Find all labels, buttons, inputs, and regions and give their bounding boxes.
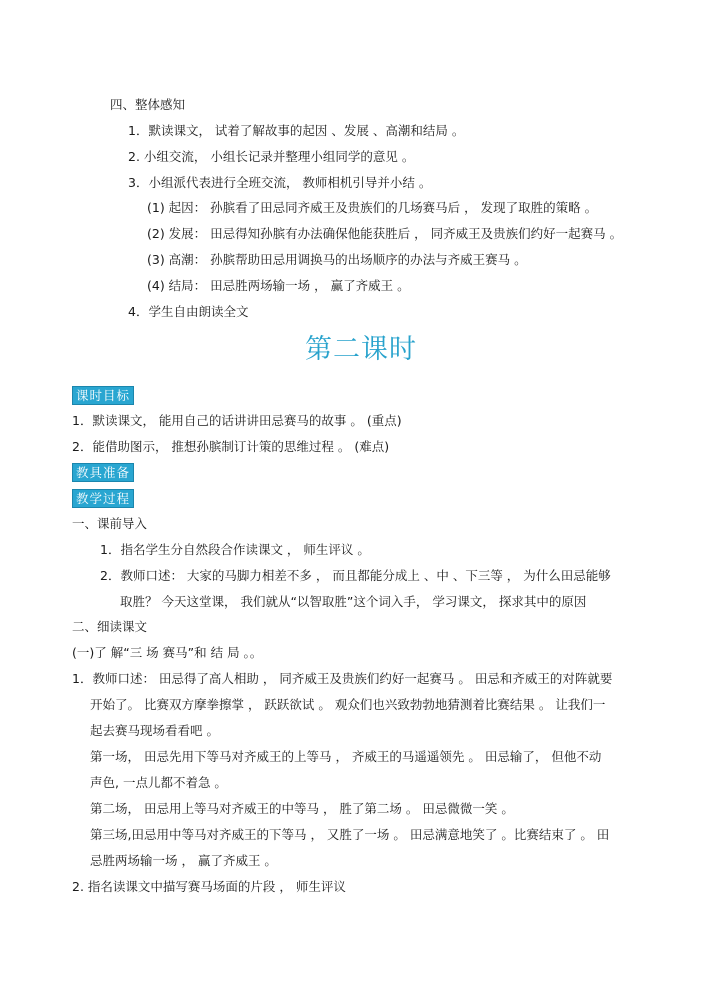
race-one-line-1: 第一场， 田忌先用下等马对齐威王的上等马 ， 齐威王的马遥遥领先 。 田忌输了， 但他不动: [90, 749, 602, 764]
race-one-line-2: 声色, 一点儿都不着急 。: [90, 775, 227, 790]
part-one-heading: 一、课前导入: [72, 516, 148, 531]
summary-development: (2) 发展： 田忌得知孙膑有办法确保他能获胜后 ， 同齐威王及贵族们约好一起赛马 。: [147, 226, 623, 241]
part-two-item-2: 2. 指名读课文中描写赛马场面的片段 ， 师生评议: [72, 879, 346, 894]
part-two-heading: 二、细读课文: [72, 619, 148, 634]
paragraph-1-line-3: 起去赛马现场看看吧 。: [90, 723, 219, 738]
lesson-title: 第二课时: [305, 334, 417, 365]
part-two-subheading: (一)了 解“三 场 赛马”和 结 局 。。: [72, 645, 263, 660]
race-three-line-1: 第三场,田忌用中等马对齐威王的下等马 ， 又胜了一场 。 田忌满意地笑了 。比赛结束了 。 田: [90, 827, 610, 842]
paragraph-1-line-1: 1．教师口述： 田忌得了高人相助 ， 同齐威王及贵族们约好一起赛马 。 田忌和齐威王的对阵就要: [72, 671, 613, 686]
part-one-item-2-line-2: 取胜？ 今天这堂课， 我们就从“以智取胜”这个词入手， 学习课文， 探求其中的原因: [120, 594, 587, 609]
summary-climax: (3) 高潮： 孙膑帮助田忌用调换马的出场顺序的办法与齐威王赛马 。: [147, 252, 527, 267]
section-four-heading: 四、整体感知: [110, 97, 186, 112]
race-three-line-2: 忌胜两场输一场 ， 赢了齐威王 。: [90, 853, 277, 868]
section-four-item-2: 2. 小组交流， 小组长记录并整理小组同学的意见 。: [128, 149, 415, 164]
section-four-item-3: 3．小组派代表进行全班交流， 教师相机引导并小结 。: [128, 175, 432, 190]
part-one-item-2-line-1: 2．教师口述： 大家的马脚力相差不多 ， 而且都能分成上 、中 、下三等 ， 为什么田忌能够: [100, 568, 611, 583]
goal-1: 1．默读课文， 能用自己的话讲讲田忌赛马的故事 。 (重点): [72, 413, 402, 428]
goal-2: 2．能借助图示， 推想孙膑制订计策的思维过程 。 (难点): [72, 439, 390, 454]
badge-teaching-aids: 教具准备: [72, 463, 134, 482]
badge-lesson-goals: 课时目标: [72, 386, 134, 405]
section-four-item-4: 4．学生自由朗读全文: [128, 304, 249, 319]
part-one-item-1: 1．指名学生分自然段合作读课文 ， 师生评议 。: [100, 542, 370, 557]
summary-cause: (1) 起因： 孙膑看了田忌同齐威王及贵族们的几场赛马后 ， 发现了取胜的策略 。: [147, 200, 598, 215]
summary-ending: (4) 结局： 田忌胜两场输一场 ， 赢了齐威王 。: [147, 278, 410, 293]
paragraph-1-line-2: 开始了。 比赛双方摩拳擦掌 ， 跃跃欲试 。 观众们也兴致勃勃地猜测着比赛结果 。 让我们一: [90, 697, 606, 712]
race-two: 第二场， 田忌用上等马对齐威王的中等马 ， 胜了第二场 。 田忌微微一笑 。: [90, 801, 514, 816]
section-four-item-1: 1．默读课文， 试着了解故事的起因 、发展 、高潮和结局 。: [128, 123, 465, 138]
badge-teaching-process: 教学过程: [72, 489, 134, 508]
